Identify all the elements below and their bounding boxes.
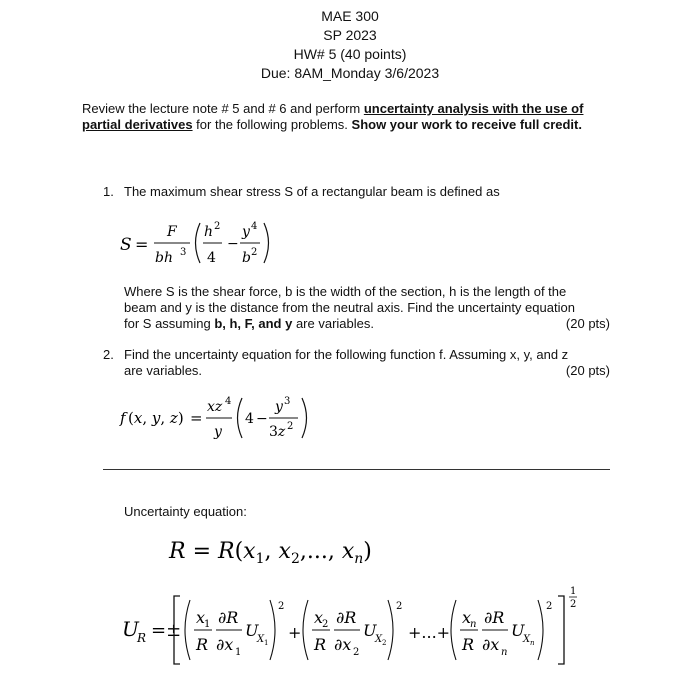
eq2-four: 4 [245,411,254,427]
eqU-right-bracket [558,596,564,664]
eq2-right-paren [302,398,307,438]
eqU-tn-U: U [511,621,525,640]
eqU-t1-xs: 1 [204,619,211,630]
instructions [82,101,617,133]
eq2-left-paren [238,398,243,438]
eqU-t1-sq: 2 [278,601,285,612]
eqU-term1-lparen [185,600,190,660]
eq1-h: h [204,224,214,240]
eqU-equals-pm: =± [151,620,182,641]
eqU-R-sub: R [137,631,147,645]
eqU-t1-dR: ∂R [218,608,239,627]
eqU-t2-R: R [314,635,327,654]
uncertainty-heading: Uncertainty equation: [124,504,247,519]
equation-R-definition [165,530,425,572]
equation-shear-stress [118,214,318,270]
problem-2-statement-2: are variables. [124,363,203,378]
desc3-vars: b, h, F, and y [214,316,293,331]
eqU-termn-rparen [538,600,543,660]
eq1-b: b [242,250,251,266]
eqU-term2-rparen [388,600,393,660]
eqU-exp-1: 1 [570,586,577,597]
eq1-minus: − [227,236,239,252]
eqU-plus1: + [288,623,302,642]
eq2-y-den: y [214,424,222,440]
due-date: Due: 8AM_Monday 3/6/2023 [260,65,440,81]
intro-text: Review the lecture note # 5 and # 6 and perform [82,101,364,116]
eqU-t1-x: x [196,608,206,627]
eq2-xz: xz [207,399,223,415]
equation-function-f [118,392,328,448]
eqU-tn-sq: 2 [546,601,553,612]
homework-title: HW# 5 (40 points) [293,46,407,62]
eqU-t2-dx: ∂x [334,635,352,654]
eqU-term1-rparen [270,600,275,660]
desc3-text: for S assuming [124,316,215,331]
eqU-t1-dxs: 1 [235,647,242,658]
eq1-left-paren [196,223,201,263]
eqU-t1-Uss: 1 [264,639,269,647]
problem-1-desc-2: beam and y is the distance from the neutral axis. Find the uncertainty equation [124,300,575,315]
problem-1-desc-1: Where S is the shear force, b is the width of the section, h is the length of the [124,284,567,299]
eqU-tn-x: x [462,608,472,627]
eqU-exp-2: 2 [570,599,577,610]
eqU-term2-lparen [303,600,308,660]
problem-2-number: 2. [103,347,114,362]
eq1-h-sq: 2 [214,221,221,232]
divider [103,469,610,470]
eqU-t2-xs: 2 [322,619,329,630]
course-title: MAE 300 [321,8,379,24]
eqU-t2-U: U [363,621,377,640]
intro-bold: Show your work to receive full credit. [351,117,582,132]
problem-1-number: 1. [103,184,114,199]
term: SP 2023 [323,27,377,43]
eqU-t2-Us: X [375,634,383,645]
problem-1-desc-3 [124,316,610,332]
eq2-f: f [120,409,126,427]
eq1-four: 4 [207,250,216,266]
eqU-U: U [122,617,139,641]
eqU-tn-xs: n [470,619,477,630]
eqU-termn-lparen [451,600,456,660]
eqU-t1-Us: X [257,634,265,645]
problem-2-points: (20 pts) [565,363,610,378]
equation-uncertainty [118,578,608,668]
eqU-tn-Uss: n [530,639,535,647]
problem-1-points: (20 pts) [565,316,610,331]
eqU-tn-R: R [462,635,475,654]
eq2-z-sq: 2 [287,421,294,432]
eq2-3: 3z [269,424,286,440]
eqU-tn-dR: ∂R [484,608,505,627]
eq1-cube: 3 [180,247,187,258]
eq2-args: (x, y, z) [128,409,184,427]
eq1-bh: bh [155,250,173,266]
intro-text-2: for the following problems. [192,117,352,132]
eqU-t1-U: U [245,621,259,640]
eq1-S: S [120,235,132,255]
eqR-text: $R = R(x_1$, $x_2$,..., $x_n$) [169,539,372,567]
eq1-F: F [167,224,177,240]
eqU-t2-sq: 2 [396,601,403,612]
eq1-y: y [242,224,250,240]
eq1-b-sq: 2 [251,247,258,258]
eq1-y-4: 4 [251,221,258,232]
intro-emphasis: uncertainty analysis with the use of partial derivatives [82,101,584,132]
eq1-right-paren [264,223,269,263]
eq2-equals: = [190,409,203,427]
eqU-tn-Us: X [523,634,531,645]
eqU-t1-R: R [196,635,209,654]
eqU-t2-dxs: 2 [353,647,360,658]
eq2-y-num: y [275,399,283,415]
eqU-tn-dx: ∂x [482,635,500,654]
eq1-equals: = [135,235,149,254]
eq2-minus: − [256,411,268,427]
eqU-tn-dxs: n [501,647,508,658]
problem-2-statement-1: Find the uncertainty equation for the following function f. Assuming x, y, and z [124,347,569,362]
eqU-plus-dots: +...+ [408,623,451,642]
eqU-t1-dx: ∂x [216,635,234,654]
problem-2-statement-2-row [124,363,610,379]
eqU-t2-x: x [314,608,324,627]
problem-1-statement: The maximum shear stress S of a rectangular beam is defined as [124,184,500,199]
eq2-z-4: 4 [225,396,232,407]
eq2-y-cube: 3 [284,396,291,407]
eqU-t2-Uss: 2 [382,639,387,647]
desc3-text-end: are variables. [292,316,374,331]
eqU-t2-dR: ∂R [336,608,357,627]
